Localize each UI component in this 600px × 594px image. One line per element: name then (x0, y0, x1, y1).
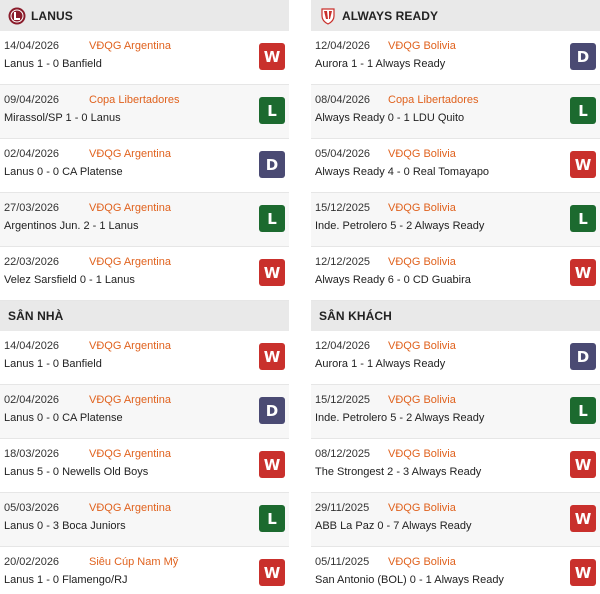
result-badge: W (570, 151, 596, 178)
competition-link[interactable]: VĐQG Bolivia (388, 394, 456, 406)
competition-link[interactable]: VĐQG Argentina (89, 40, 171, 52)
left-column (0, 0, 289, 594)
team-name: LANUS (31, 8, 73, 23)
result-badge: L (259, 97, 285, 124)
competition-link[interactable]: Copa Libertadores (388, 94, 479, 106)
competition-link[interactable]: VĐQG Bolivia (388, 256, 456, 268)
match-row[interactable] (311, 547, 600, 594)
competition-link[interactable]: Copa Libertadores (89, 94, 180, 106)
match-date: 22/03/2026 (4, 256, 60, 268)
match-date: 05/03/2026 (4, 502, 60, 514)
match-date: 14/04/2026 (4, 40, 60, 52)
result-badge: L (570, 97, 596, 124)
result-badge: D (570, 43, 596, 70)
match-row[interactable] (0, 139, 289, 193)
match-score: The Strongest 2 - 3 Always Ready (315, 466, 482, 478)
match-date: 12/04/2026 (315, 340, 371, 352)
competition-link[interactable]: VĐQG Bolivia (388, 556, 456, 568)
section-title: SÂN NHÀ (8, 309, 64, 323)
match-score: Lanus 5 - 0 Newells Old Boys (4, 466, 149, 478)
competition-link[interactable]: VĐQG Argentina (89, 502, 171, 514)
match-date: 12/12/2025 (315, 256, 371, 268)
match-row[interactable] (0, 331, 289, 385)
recent-matches-lanus (0, 31, 289, 301)
match-score: Aurora 1 - 1 Always Ready (315, 358, 446, 370)
match-date: 29/11/2025 (315, 502, 370, 514)
result-badge: W (259, 343, 285, 370)
away-matches-always-ready (311, 331, 600, 594)
match-score: Lanus 0 - 0 CA Platense (4, 412, 123, 424)
match-date: 09/04/2026 (4, 94, 60, 106)
match-score: Inde. Petrolero 5 - 2 Always Ready (315, 220, 485, 232)
match-date: 15/12/2025 (315, 202, 371, 214)
match-score: Aurora 1 - 1 Always Ready (315, 58, 446, 70)
match-row[interactable] (311, 193, 600, 247)
competition-link[interactable]: VĐQG Argentina (89, 394, 171, 406)
match-score: Lanus 1 - 0 Flamengo/RJ (4, 574, 128, 586)
result-badge: W (259, 259, 285, 286)
home-header (0, 301, 289, 331)
result-badge: W (570, 559, 596, 586)
match-date: 14/04/2026 (4, 340, 60, 352)
team-header-always-ready (311, 0, 600, 31)
competition-link[interactable]: VĐQG Bolivia (388, 202, 456, 214)
always-ready-crest-icon (319, 7, 337, 25)
result-badge: W (259, 559, 285, 586)
result-badge: W (259, 43, 285, 70)
team-header-lanus (0, 0, 289, 31)
competition-link[interactable]: VĐQG Bolivia (388, 148, 456, 160)
match-row[interactable] (0, 85, 289, 139)
result-badge: W (570, 259, 596, 286)
lanus-crest-icon (8, 7, 26, 25)
match-row[interactable] (311, 85, 600, 139)
match-date: 20/02/2026 (4, 556, 60, 568)
result-badge: L (570, 397, 596, 424)
result-badge: W (570, 451, 596, 478)
match-date: 08/12/2025 (315, 448, 371, 460)
match-date: 12/04/2026 (315, 40, 371, 52)
result-badge: L (570, 205, 596, 232)
competition-link[interactable]: VĐQG Bolivia (388, 40, 456, 52)
result-badge: D (259, 151, 285, 178)
match-row[interactable] (311, 493, 600, 547)
competition-link[interactable]: VĐQG Argentina (89, 448, 171, 460)
match-row[interactable] (0, 193, 289, 247)
match-date: 05/04/2026 (315, 148, 371, 160)
section-title: SÂN KHÁCH (319, 309, 392, 323)
match-date: 15/12/2025 (315, 394, 371, 406)
match-row[interactable] (0, 31, 289, 85)
match-score: Lanus 0 - 0 CA Platense (4, 166, 123, 178)
match-row[interactable] (311, 439, 600, 493)
match-row[interactable] (311, 331, 600, 385)
competition-link[interactable]: VĐQG Bolivia (388, 502, 456, 514)
match-score: Velez Sarsfield 0 - 1 Lanus (4, 274, 135, 286)
home-matches-lanus (0, 331, 289, 594)
result-badge: D (259, 397, 285, 424)
match-score: Mirassol/SP 1 - 0 Lanus (4, 112, 121, 124)
match-date: 02/04/2026 (4, 394, 60, 406)
competition-link[interactable]: VĐQG Argentina (89, 256, 171, 268)
match-row[interactable] (311, 31, 600, 85)
match-date: 05/11/2025 (315, 556, 370, 568)
competition-link[interactable]: VĐQG Argentina (89, 148, 171, 160)
match-date: 08/04/2026 (315, 94, 371, 106)
result-badge: D (570, 343, 596, 370)
competition-link[interactable]: VĐQG Bolivia (388, 448, 456, 460)
match-score: Lanus 1 - 0 Banfield (4, 358, 102, 370)
competition-link[interactable]: VĐQG Bolivia (388, 340, 456, 352)
competition-link[interactable]: VĐQG Argentina (89, 340, 171, 352)
match-score: ABB La Paz 0 - 7 Always Ready (315, 520, 472, 532)
result-badge: L (259, 505, 285, 532)
right-column (311, 0, 600, 594)
match-row[interactable] (311, 139, 600, 193)
match-score: Always Ready 0 - 1 LDU Quito (315, 112, 465, 124)
result-badge: W (259, 451, 285, 478)
match-score: Inde. Petrolero 5 - 2 Always Ready (315, 412, 485, 424)
match-score: San Antonio (BOL) 0 - 1 Always Ready (315, 574, 504, 586)
match-date: 18/03/2026 (4, 448, 60, 460)
result-badge: W (570, 505, 596, 532)
match-row[interactable] (0, 493, 289, 547)
team-name: ALWAYS READY (342, 8, 439, 23)
recent-matches-always-ready (311, 31, 600, 301)
match-row[interactable] (0, 439, 289, 493)
match-row[interactable] (311, 385, 600, 439)
match-row[interactable] (0, 385, 289, 439)
result-badge: L (259, 205, 285, 232)
match-row[interactable] (311, 247, 600, 301)
match-row[interactable] (0, 547, 289, 594)
match-score: Argentinos Jun. 2 - 1 Lanus (4, 220, 139, 232)
match-score: Always Ready 6 - 0 CD Guabira (315, 274, 471, 286)
match-score: Lanus 0 - 3 Boca Juniors (4, 520, 126, 532)
match-row[interactable] (0, 247, 289, 301)
match-score: Always Ready 4 - 0 Real Tomayapo (315, 166, 490, 178)
competition-link[interactable]: VĐQG Argentina (89, 202, 171, 214)
match-date: 27/03/2026 (4, 202, 60, 214)
away-header (311, 301, 600, 331)
competition-link[interactable]: Siêu Cúp Nam Mỹ (89, 556, 179, 568)
match-date: 02/04/2026 (4, 148, 60, 160)
match-score: Lanus 1 - 0 Banfield (4, 58, 102, 70)
